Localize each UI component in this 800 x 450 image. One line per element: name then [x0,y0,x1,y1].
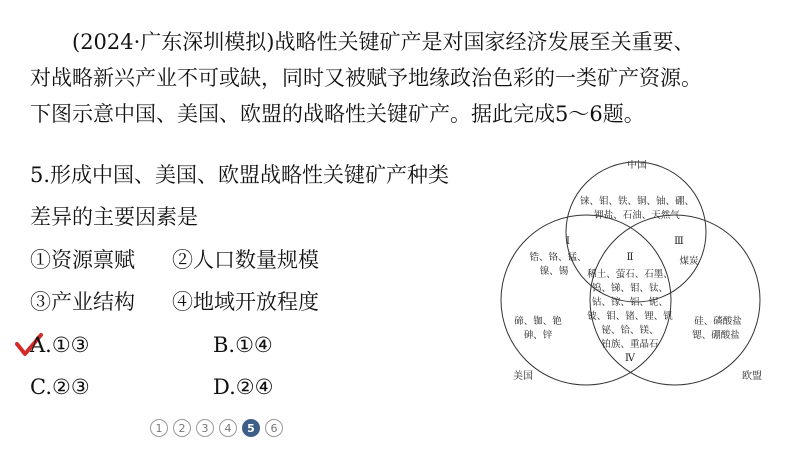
region-II-text-1: 稀土、萤石、石墨、 [587,269,673,280]
factor-1: ①资源禀赋 [30,248,135,272]
intro-paragraph [30,24,780,132]
pager-dot-4[interactable]: 4 [219,419,237,437]
china-only-text-1: 铼、钼、铁、铜、铀、硼、 [579,196,695,207]
region-III-text: 煤炭 [679,256,699,267]
region-IV-label: Ⅳ [625,353,635,364]
pager-dot-5[interactable]: 5 [242,419,260,437]
question-stem-line-1: 5.形成中国、美国、欧盟战略性关键矿产种类 [30,163,450,187]
region-III-label: Ⅲ [674,236,684,247]
intro-line-3: 下图示意中国、美国、欧盟的战略性关键矿产。据此完成5～6题。 [30,102,645,126]
region-II-text-2: 钨、锑、钼、钛、 [591,283,669,294]
region-I-label: Ⅰ [566,236,570,247]
label-eu: 欧盟 [742,371,762,382]
china-circle [566,162,706,302]
option-d[interactable]: D.②④ [213,375,274,399]
region-I-text-1: 锆、铬、锰、 [529,252,587,263]
pager-dot-1[interactable]: 1 [150,419,168,437]
question-pager [150,419,283,437]
region-II-label: Ⅱ [626,252,634,263]
label-usa: 美国 [513,371,533,382]
option-b[interactable]: B.①④ [213,333,273,357]
region-II-text-3: 钴、镓、铝、铌、 [591,297,669,308]
china-only-text-2: 钾盐、石油、天然气 [594,210,680,221]
region-IV-text-2: 铂族、重晶石 [601,339,659,350]
region-I-text-2: 镍、锡 [539,266,569,277]
intro-line-2: 对战略新兴产业不可或缺，同时又被赋予地缘政治色彩的一类矿产资源。 [30,66,702,90]
intro-line-1: (2024·广东深圳模拟)战略性关键矿产是对国家经济发展至关重要、 [72,30,695,54]
eu-only-text-1: 硅、磷酸盐 [694,316,742,327]
question-stem-line-2: 差异的主要因素是 [30,205,198,229]
venn-diagram [490,160,790,390]
factor-3: ③产业结构 [30,290,135,314]
label-china: 中国 [627,160,647,171]
factor-2: ②人口数量规模 [172,248,319,272]
usa-only-text-1: 碲、铷、铯 [514,316,562,327]
option-c[interactable]: C.②③ [30,375,90,399]
eu-only-text-2: 锶、硼酸盐 [692,330,740,341]
region-II-text-4: 铍、钼、锗、锂、钒 [587,311,673,322]
pager-dot-3[interactable]: 3 [196,419,214,437]
pager-dot-6[interactable]: 6 [265,419,283,437]
region-IV-text-1: 铋、铪、镁、 [601,325,659,336]
option-a[interactable]: A.①③ [30,333,90,357]
usa-only-text-2: 砷、锌 [523,330,553,341]
pager-dot-2[interactable]: 2 [173,419,191,437]
factor-4: ④地域开放程度 [172,290,319,314]
